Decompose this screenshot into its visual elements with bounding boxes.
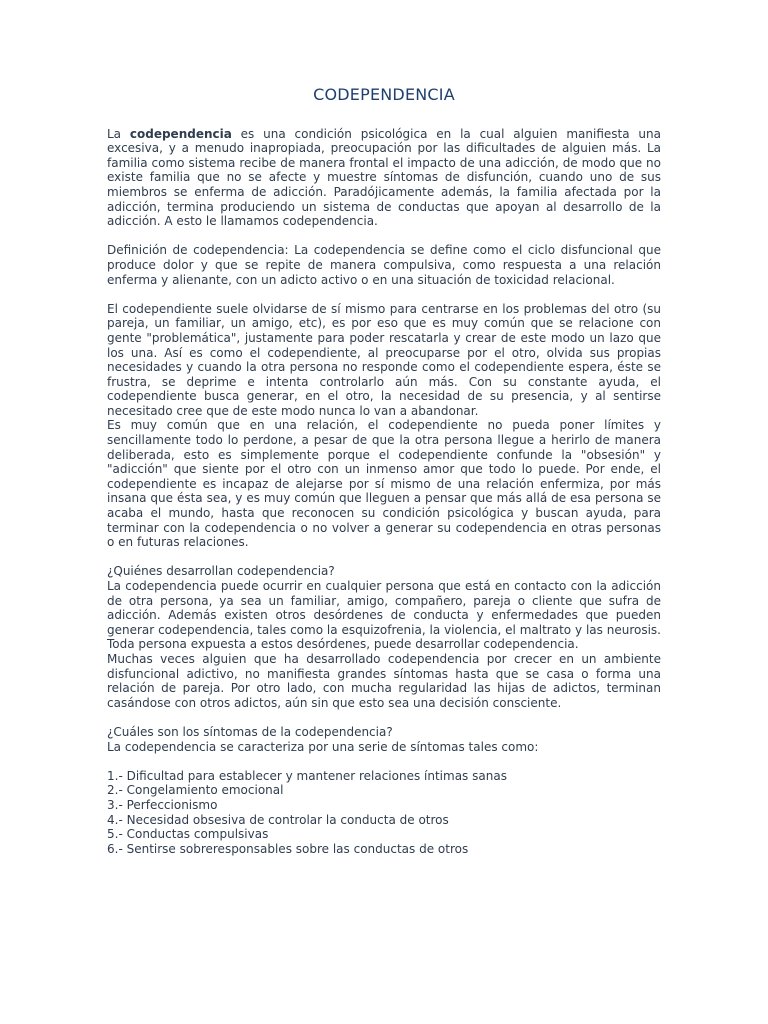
who-paragraph: La codependencia puede ocurrir en cualquier persona que está en contacto con la adicción de otra persona, ya sea un familiar, amigo, compañero, pareja o cliente que sufra de adicción. Además existen otros desórdenes de conducta y enfermedades que pueden generar codependencia, tales como la esquizofrenia, la violencia, el maltrato y las neurosis. Toda persona expuesta a estos desórdenes, puede desarrollar codependencia. — [107, 579, 661, 652]
list-item: 4.- Necesidad obsesiva de controlar la conducta de otros — [107, 812, 449, 827]
relationship-paragraph: Es muy común que en una relación, el codependiente no pueda poner límites y sencillamente todo lo perdone, a pesar de que la otra persona llegue a herirlo de manera deliberada, esto es simplemente porque el codependiente confunde la "obsesión" y "adicción" que siente por el otro con un inmenso amor que todo lo puede. Por ende, el codependiente es incapaz de alejarse por sí mismo de una relación enfermiza, por más insana que ésta sea, y es muy común que lleguen a pensar que más allá de esa persona se acaba el mundo, hasta que reconocen su condición psicológica y buscan ayuda, para terminar con la codependencia o no volver a generar su codependencia en otras personas o en futuras relaciones. — [107, 418, 661, 550]
who-heading: ¿Quiénes desarrollan codependencia? — [107, 564, 335, 579]
document-title: CODEPENDENCIA — [313, 85, 455, 104]
behavior-paragraph: El codependiente suele olvidarse de sí mismo para centrarse en los problemas del otro (su pareja, un familiar, un amigo, etc), es por eso que es muy común que se relacione con gente "problemática", justamente para poder rescatarla y crear de este modo un lazo que los una. Así es como el codependiente, al preocuparse por el otro, olvida sus propias necesidades y cuando la otra persona no responde como el codependiente espera, éste se frustra, se deprime e intenta controlarlo aún más. Con su constante ayuda, el codependiente busca generar, en el otro, la necesidad de su presencia, y al sentirse necesitado cree que de este modo nunca lo van a abandonar. — [107, 301, 661, 418]
document-page — [107, 85, 661, 856]
symptoms-intro: La codependencia se caracteriza por una serie de síntomas tales como: — [107, 739, 539, 754]
intro-paragraph — [107, 127, 661, 229]
list-item: 3.- Perfeccionismo — [107, 797, 218, 812]
intro-bold-term: codependencia — [129, 126, 232, 141]
list-item: 1.- Dificultad para establecer y mantener relaciones íntimas sanas — [107, 768, 507, 783]
intro-rest: es una condición psicológica en la cual alguien manifiesta una excesiva, y a menudo inapropiada, preocupación por las dificultades de alguien más. La familia como sistema recibe de manera frontal el impacto de una adicción, de modo que no existe familia que no se afecte y muestre síntomas de disfunción, cuando uno de sus miembros se enferma de adicción. Paradójicamente además, la familia afectada por la adicción, termina produciendo un sistema de conductas que apoyan al desarrollo de la adicción. A esto le llamamos codependencia. — [107, 126, 661, 229]
list-item: 5.- Conductas compulsivas — [107, 827, 269, 842]
spacer — [107, 754, 661, 769]
symptoms-heading: ¿Cuáles son los síntomas de la codependencia? — [107, 724, 393, 739]
spacer — [107, 229, 661, 244]
list-item: 6.- Sentirse sobreresponsables sobre las conductas de otros — [107, 841, 469, 856]
list-item: 2.- Congelamiento emocional — [107, 783, 284, 798]
symptoms-list — [107, 769, 661, 857]
spacer — [107, 710, 661, 725]
spacer — [107, 550, 661, 565]
intro-lead: La — [107, 126, 130, 141]
spacer — [107, 287, 661, 302]
definition-paragraph: Definición de codependencia: La codependencia se define como el ciclo disfuncional que produce dolor y que se repite de manera compulsiva, como respuesta a una relación enferma y alienante, con un adicto activo o en una situación de toxicidad relacional. — [107, 243, 661, 287]
background-paragraph: Muchas veces alguien que ha desarrollado codependencia por crecer en un ambiente disfuncional adictivo, no manifiesta grandes síntomas hasta que se casa o forma una relación de pareja. Por otro lado, con mucha regularidad las hijas de adictos, terminan casándose con otros adictos, aún sin que esto sea una decisión consciente. — [107, 651, 661, 710]
